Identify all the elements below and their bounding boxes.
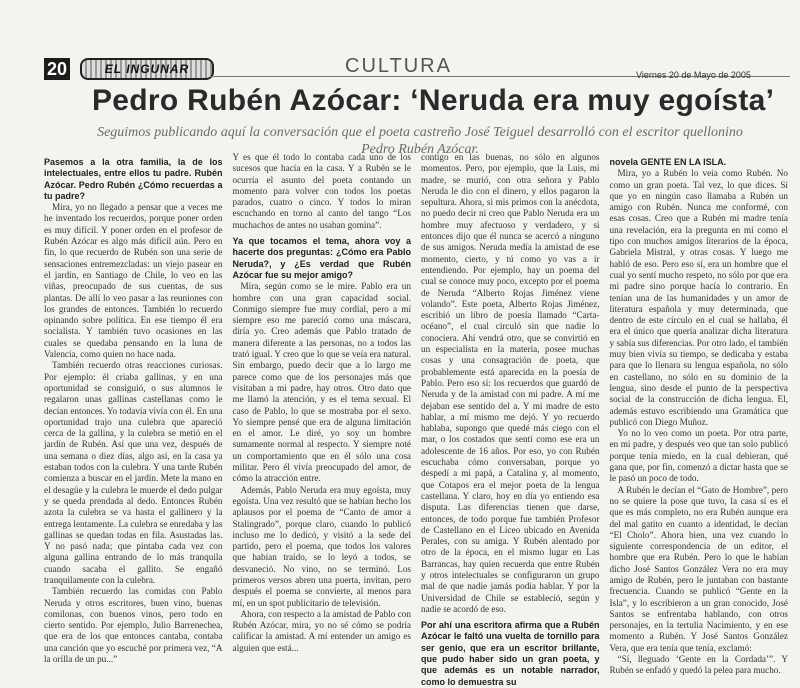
body-paragraph: A Rubén le decían el “Gato de Hombre”, pero no se quiere la pose que tuvo, la casa sí es el que es más completo, no era Rubén aunque era del mal gatito en cuanto a identidad, le decían “El Cholo”. Ahora bien, una vez cuando lo siguiente correspondencia de un editor, el hombre que era Rubén. Pero lo que le habían dicho José Santos González Vera no era muy amigo de Rubén, pero le juntaban con bastante frecuencia. Cuando se publicó “Gente en la Isla”, y lo escribieron a un gran conocido, José Santos se enfrentaba hablando, con otros personajes, en la tertulia Nacimiento, y en ese momento a Rubén. Y José Santos González Vera, que era tenía que tenía, exclamó: [609, 484, 788, 653]
article-columns [44, 152, 788, 687]
body-paragraph: También recuerdo otras reacciones curiosas. Por ejemplo: él criaba gallinas, y en una oportunidad se consiguió, o sus alumnos le regalaron unas gallinas castellanas como le decían entonces. Yo todavía vivía con él. En una oportunidad trajo una culebra que apareció cerca de la gallina, y la culebra se metió en el jardín de Rubén. Así que una vez, después de una semana o diez días, algo así, en la casa ya estaban todos con la culebra. Y una tarde Rubén comienza a buscar en el jardín. Mete la mano en el desagüe y la culebra le muerde el dedo pulgar y se queda prendada al dedo. Entonces Rubén azota la culebra se va hasta el gallinero y la entrega lentamente. La culebra se enredaba y las gallinas se quedan todas en fila. Asustadas las. Y no pasó nada; que pintaba cada vez con alguna gallina entrando de lo más tranquila cuando sacaba el gallito. Se engañó tranquilamente con la culebra. [44, 360, 223, 585]
body-paragraph: También recuerdo las comidas con Pablo Neruda y otros escritores, buen vino, buenas comilonas, con buenos vinos, pero todo en cierto sentido. Por ejemplo, Julio Barrenechea, que era de los que entonces cantaba, contaba una canción que yo escuché por primera vez, “A la orilla de un pu...” [44, 586, 223, 665]
body-paragraph: Mira, yo no llegado a pensar que a veces me he inventado los recuerdos, porque poner orden es muy difícil. Y poner orden en el profesor de Rubén Azócar es algo más difícil aún. Pero en fin, lo que recuerdo de Rubén son una serie de sensaciones entremezcladas: un viejo pasear en el jardín, en Santiago de Chile, lo veo en las viñas, preocupado de sus cuentas, de sus plantas. De allí lo veo pasar a las reuniones con los grandes de entonces. También lo recuerdo opinando sobre política. En ese tiempo él era socialista. Y también tuvo ocasiones en las cuales se quedaba pensando en la luna de Valencia, como quien no hace nada. [44, 202, 223, 360]
column-1 [44, 152, 223, 665]
question-paragraph: novela GENTE EN LA ISLA. [609, 157, 727, 167]
newspaper-logo [80, 58, 214, 80]
body-paragraph: Mira, yo a Rubén lo veía como Rubén. No como un gran poeta. Tal vez, lo que dices. Sí que yo en ningún caso llamaba a Rubén un amigo con Rubén. Nunca me conformé, con esas cosas. Creo que a Rubén mi madre tenía una revelación, era la pregunta en mi como el tipo con muchos amigos literarios de la época, Gabriela Mistral, y otras cosas. Y luego me habló de eso. Pero eso sí, era un hombre que el cual yo sentí mucho respeto, no sólo por que era mi padre sino porque hacía lo contrario. En tenían una de las humanidades y un amor de literatura española y muy determinada, que dentro de este círculo en el cual se hallaba, él era el único que quería analizar dicha literatura y sabía sus diferencias. Por otro lado, el también muy bien vivía su tiempo, se dedicaba y estaba para que lo llenara su lengua española, no sólo en castellano, no sólo en su dominio de la lengua, sino desde el punto de la perspectiva social de la construcción de dicha lengua. El, además estuvo escribiendo una Gramática que publicó con Diego Muñoz. [609, 168, 788, 427]
question-paragraph: Por ahí una escritora afirma que a Rubén Azócar le faltó una vuelta de tornillo para ser genio, que era un escritor brillante, que pudo haber sido un gran poeta, y que además es un notable narrador, como lo demuestra su [421, 620, 600, 687]
article-headline: Pedro Rubén Azócar: ‘Neruda era muy egoísta’ [92, 84, 775, 117]
logo-text: EL INGUNAR [104, 62, 190, 76]
deck-line-2: Pedro Rubén Azócar. [361, 142, 479, 157]
issue-date: Viernes 20 de Mayo de 2005 [636, 70, 751, 80]
column-2 [232, 152, 412, 653]
question-paragraph: Pasemos a la otra familia, la de los intelectuales, entre ellos tu padre. Rubén Azócar. Pedro Rubén ¿Cómo recuerdas a tu padre? [44, 157, 223, 201]
body-paragraph: Además, Pablo Neruda era muy egoísta, muy egoísta. Una vez resultó que se habían hecho los aplausos por el poema de “Canto de amor a Stalingrado”, porque claro, cuando lo publicó incluso me lo dedicó, y visitó a la sede del partido, pero el poema, que todos los valores que habían traído, se lo leyó a todos, se desvaneció. No vino, no se terminó. Los primeros versos abren una puerta, invitan, pero después el poema se convierte, al menos para mí, en un spot publicitario de televisión. [232, 484, 411, 608]
deck-line-1: Seguimos publicando aquí la conversación que el poeta castreño José Teiguel desarrolló con el escritor quellonino [97, 125, 743, 140]
body-paragraph: “Sí, lleguado ‘Gente en la Cordada’”. Y Rubén se enfadó y quedó la pelea para mucho. [609, 654, 788, 676]
column-3 [421, 152, 600, 687]
body-paragraph: Mira, según como se le mire. Pablo era un hombre con una gran capacidad social. Conmigo siempre fue muy cordial, pero a mí siempre eso me pareció como una máscara, diría yo. Creo además que Pablo tratado de manera diferente a las personas, no a todos las trató igual. Y creo que lo que se veía era natural. Sin embargo, puedo decir que a lo largo me parece como que de los personajes más que visitaban a mi padre, hay otros. Otro dato que me llamó la atención, y es el tema sexual. El caso de Pablo, lo que se mostraba por el sexo. Yo siempre pensé que era de alguna limitación en el amor. Le diré, yo soy un hombre sumamente normal al respecto. Y siempre noté un comportamiento que en él sólo una cosa militar. Pero él vivía preocupado del amor, de cómo la atracción entre. [232, 281, 411, 484]
question-paragraph: Ya que tocamos el tema, ahora voy a hacerte dos preguntas: ¿Cómo era Pablo Neruda?, y ¿Es verdad que Rubén Azócar fue su mejor amigo? [232, 236, 411, 280]
section-title: CULTURA [345, 55, 452, 77]
body-paragraph: Y es que él todo lo contaba cada uno de los sucesos que hacía en la casa. Y a Rubén se le ocurría el asunto del poeta contando un momento para volver con todos los poetas parados, cuatro o cinco. Y todos lo miran escuchando en torno al canto del tango “Los muchachos de antes no usaban gomina”. [232, 152, 411, 230]
body-paragraph: Ahora, con respecto a la amistad de Pablo con Rubén Azócar, mira, yo no sé cómo se podría calificar la amistad. A mí entender un amigo es alguien que está... [232, 608, 411, 653]
page-number: 20 [44, 58, 70, 80]
column-4 [609, 152, 789, 676]
body-paragraph: contigo en las buenas, no sólo en algunos momentos. Pero, por ejemplo, que la Luis, mi madre, se murió, con otra señora y Pablo Neruda le dio con el dinero, y ellos pagaron la sepultura. Ahora, si mis primos con la anécdota, no puedo decir ni creo que Pablo Neruda era un hombre muy afectuoso y verdadero, y si entonces dijo que él nunca se acercó a ninguno de sus amigos. Neruda medía la amistad de ese momento, cierto, y tú como yo vas a ir entendiendo. Por ejemplo, hay un poema del cual se conoce muy poco, excepto por el poema de Neruda “Alberto Rojas Jiménez viene volando”. Este poeta, Alberto Rojas Jiménez, escribió un libro de poesía llamado “Carta-océano”, el cual circuló sin que nadie lo conociera. Ahí vendrá otro, que se convirtió en un especialista en la materia, posee muchas cosas y una consagración de poeta, que probablemente está aparecida en la poesía de Pablo. Pero eso sí: los recuerdos que guardó de Neruda y de la amistad con mi padre. A mí me dejaban ese sentido del a. Y mi madre de esto hablar, a mí mismo me dejó. Y yo recuerdo hablaba, supongo que quedé más ciego con el mar, o los costados que sentí como ese era un adolescente de 16 años. Por eso, yo con Rubén escuchaba cómo conversaban, porque yo despedí a mi papá, a Catalina y, al momento, que Cotapos era el mejor poeta de la lengua castellana. Y claro, hoy en día yo entiendo esa disputa. Las diferencias tienen que darse, entonces, de todo porque fue también Profesor de Castellano en el Liceo ubicado en Avenida Perales, con su amiga. Y Rubén alentado por otro de la época, en el mismo lugar en Las Barrancas, hay quien recuerda que entre Rubén y otros intelectuales se configuraron un grupo mal de que nadie jamás podía hablar. Y por la Universidad de Chile se estableció, según y nadie se acordó de eso. [421, 152, 600, 614]
body-paragraph: Yo no lo veo como un poeta. Por otra parte, en mi padre, y después veo que tan solo publicó porque tenía miedo, en la cual debieran, qué gana que, por fin, comenzó a dictar hasta que se le pasó un poco de todo. [609, 428, 788, 484]
page-header [0, 0, 800, 90]
